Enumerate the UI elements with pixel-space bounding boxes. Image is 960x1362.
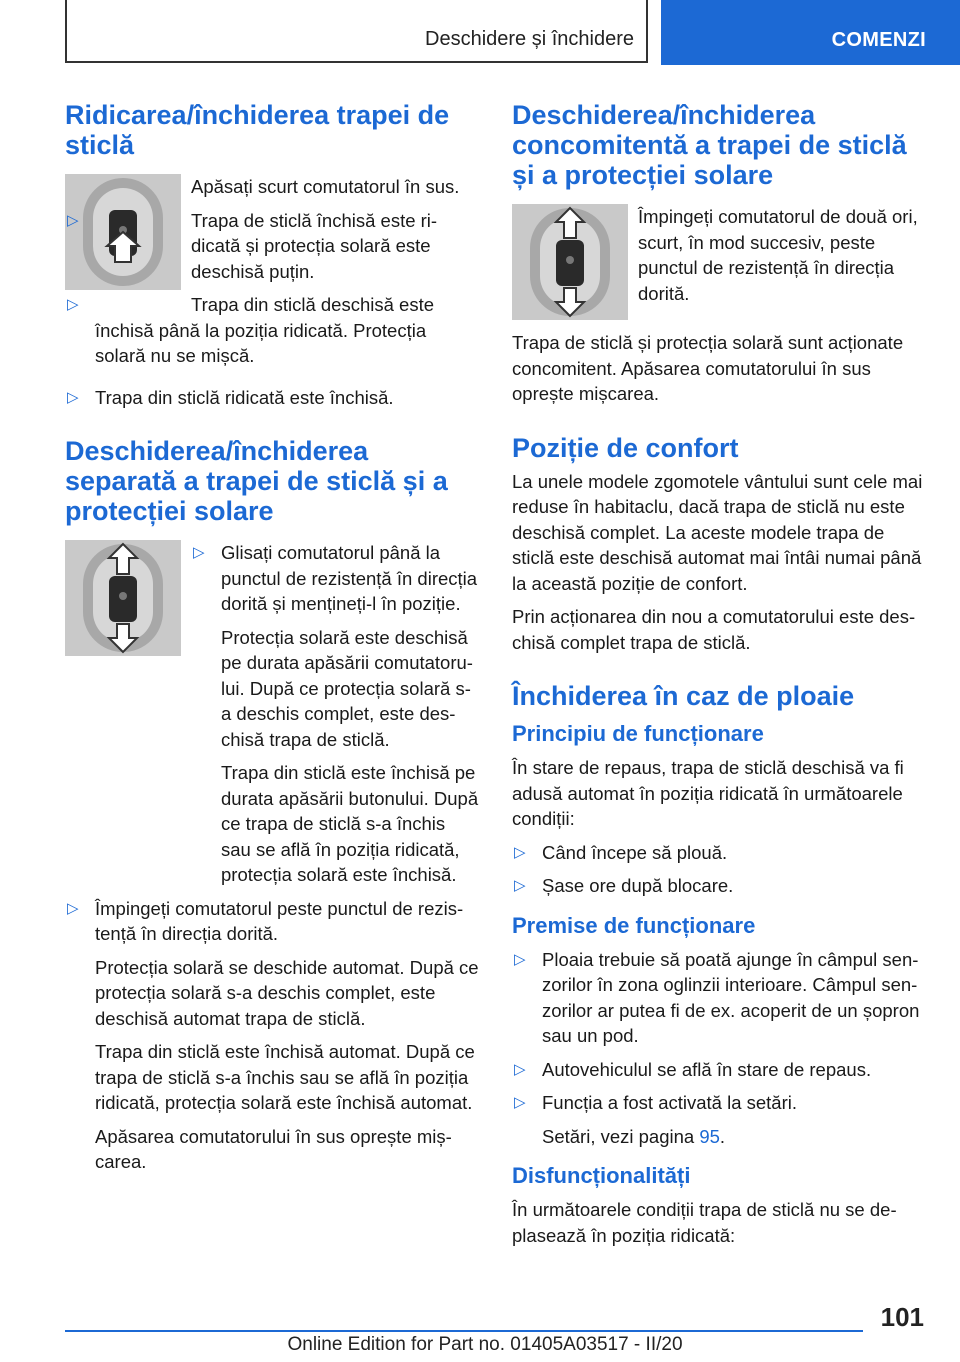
subheading-principle: Principiu de funcționare: [512, 721, 764, 746]
section-tab: [65, 0, 648, 63]
figure-block-2: [65, 540, 479, 896]
intro-text: Apăsați scurt comutatorul în sus.: [191, 176, 460, 197]
bullet-triangle-icon: ▷: [514, 877, 526, 894]
right-column: [512, 100, 926, 1256]
paragraph: Împingeți comutatorul de două ori, scurt, în mod succesiv, peste punctul de rezistență în direcția dorită.: [638, 206, 918, 304]
list-item: ▷ Când începe să plouă.: [512, 840, 926, 866]
paragraph: Trapa de sticlă și protecția solară sunt acționate concomitent. Apăsarea comutatorului în sus oprește mișcarea.: [512, 332, 904, 404]
section-title: Deschidere și închidere: [425, 28, 634, 50]
bullet-triangle-icon: ▷: [514, 950, 526, 968]
heading-concurrent: Deschiderea/închiderea concomitentă a trapei de sticlă și a protecției solare: [512, 100, 907, 190]
paragraph: În stare de repaus, trapa de sticlă deschisă va fi adusă automat în poziția ridicată în următoarele condiții:: [512, 757, 904, 829]
list-item: ▷ Autovehiculul se află în stare de repaus.: [512, 1057, 926, 1083]
bullet-triangle-icon: ▷: [67, 296, 79, 313]
paragraph: La unele modele zgomotele vântului sunt cele mai reduse în habitaclu, dacă trapa de sticlă nu este deschisă complet. La aceste modele trapa de sticlă este deschisă automat mai întâi numai până la această poziție de confort.: [512, 470, 923, 594]
list-item: ▷ Trapa din sticlă deschisă este închisă până la poziția ridicată. Protecția solară nu se mișcă.: [67, 294, 435, 366]
bullet-triangle-icon: ▷: [514, 1094, 526, 1111]
page-reference-link[interactable]: 95: [699, 1125, 720, 1147]
list-item: ▷ Ploaia trebuie să poată ajunge în câmpul senzorilor în zona oglinzii interioare. Câmpul senzorilor ar putea fi de ex. acoperit de un șopron sau un pod.: [514, 948, 920, 1046]
footer-rule: [65, 1330, 863, 1332]
bullet-triangle-icon: ▷: [67, 388, 79, 406]
bullet-triangle-icon: ▷: [67, 211, 79, 229]
paragraph: În următoarele condiții trapa de sticlă nu se deplasează în poziția ridicată:: [512, 1199, 897, 1246]
heading-comfort: Poziție de confort: [512, 432, 739, 463]
page-number: 101: [880, 1302, 924, 1332]
heading-separate: Deschiderea/închiderea separată a trapei de sticlă și a protecției solare: [65, 436, 448, 526]
footer-edition: Online Edition for Part no. 01405A03517 - II/20: [287, 1334, 683, 1355]
list-item: ▷ Funcția a fost activată la setări. Setări, vezi pagina 95.: [514, 1092, 798, 1147]
bullet-triangle-icon: ▷: [193, 544, 205, 561]
list-item: ▷ Șase ore după blocare.: [512, 873, 926, 899]
list-item: ▷ Împingeți comutatorul peste punctul de rezistență în direcția dorită. Protecția solară se deschide automat. După ce protecția solară s-a deschis complet, este deschisă automat trapa de sticlă. Trapa din sticlă este închisă automat. După ce trapa de sticlă s-a închis sau se află în poziția ridicată, protecția solară este închisă automat. Apăsarea comutatorului în sus oprește mișcarea.: [67, 897, 479, 1172]
left-column: [65, 100, 479, 1183]
figure-block-1: [65, 174, 479, 377]
paragraph: Prin acționarea din nou a comutatorului este deschisă complet trapa de sticlă.: [512, 606, 916, 653]
subheading-malfunctions: Disfuncționalități: [512, 1163, 691, 1188]
list-item: ▷ Glisați comutatorul până la punctul de rezistență în direcția dorită și mențineți-l în poziție. Protecția solară este deschisă pe durata apăsării comutatorului. După ce protecția solară s-a deschis complet, este deschisă trapa de sticlă. Trapa din sticlă este închisă pe durata apăsării butonului. După ce trapa de sticlă s-a închis sau se află în poziția ridicată, protecția solară este închisă.: [193, 542, 479, 885]
bullet-triangle-icon: ▷: [514, 1060, 526, 1078]
chapter-tab: [661, 0, 960, 65]
heading-raise-close: Ridicarea/închiderea trapei de sticlă: [65, 100, 450, 160]
chapter-title: COMENZI: [831, 29, 926, 51]
subheading-prerequisites: Premise de funcționare: [512, 912, 756, 938]
arrows-up-down-icon: [65, 540, 181, 656]
bullet-triangle-icon: ▷: [514, 843, 526, 861]
arrows-up-down-icon: [512, 204, 628, 320]
heading-rain-close: Închiderea în caz de ploaie: [512, 681, 855, 711]
bullet-triangle-icon: ▷: [67, 899, 79, 917]
list-item: ▷ Trapa de sticlă închisă este ridicată și protecția solară este deschisă puțin.: [67, 209, 438, 282]
switch-double-press-illustration: [512, 204, 628, 320]
list-item: ▷ Trapa din sticlă ridicată este închisă.: [65, 385, 479, 411]
page-header: [65, 0, 960, 65]
figure-block-3: [512, 204, 926, 330]
switch-updown-illustration: [65, 540, 181, 656]
